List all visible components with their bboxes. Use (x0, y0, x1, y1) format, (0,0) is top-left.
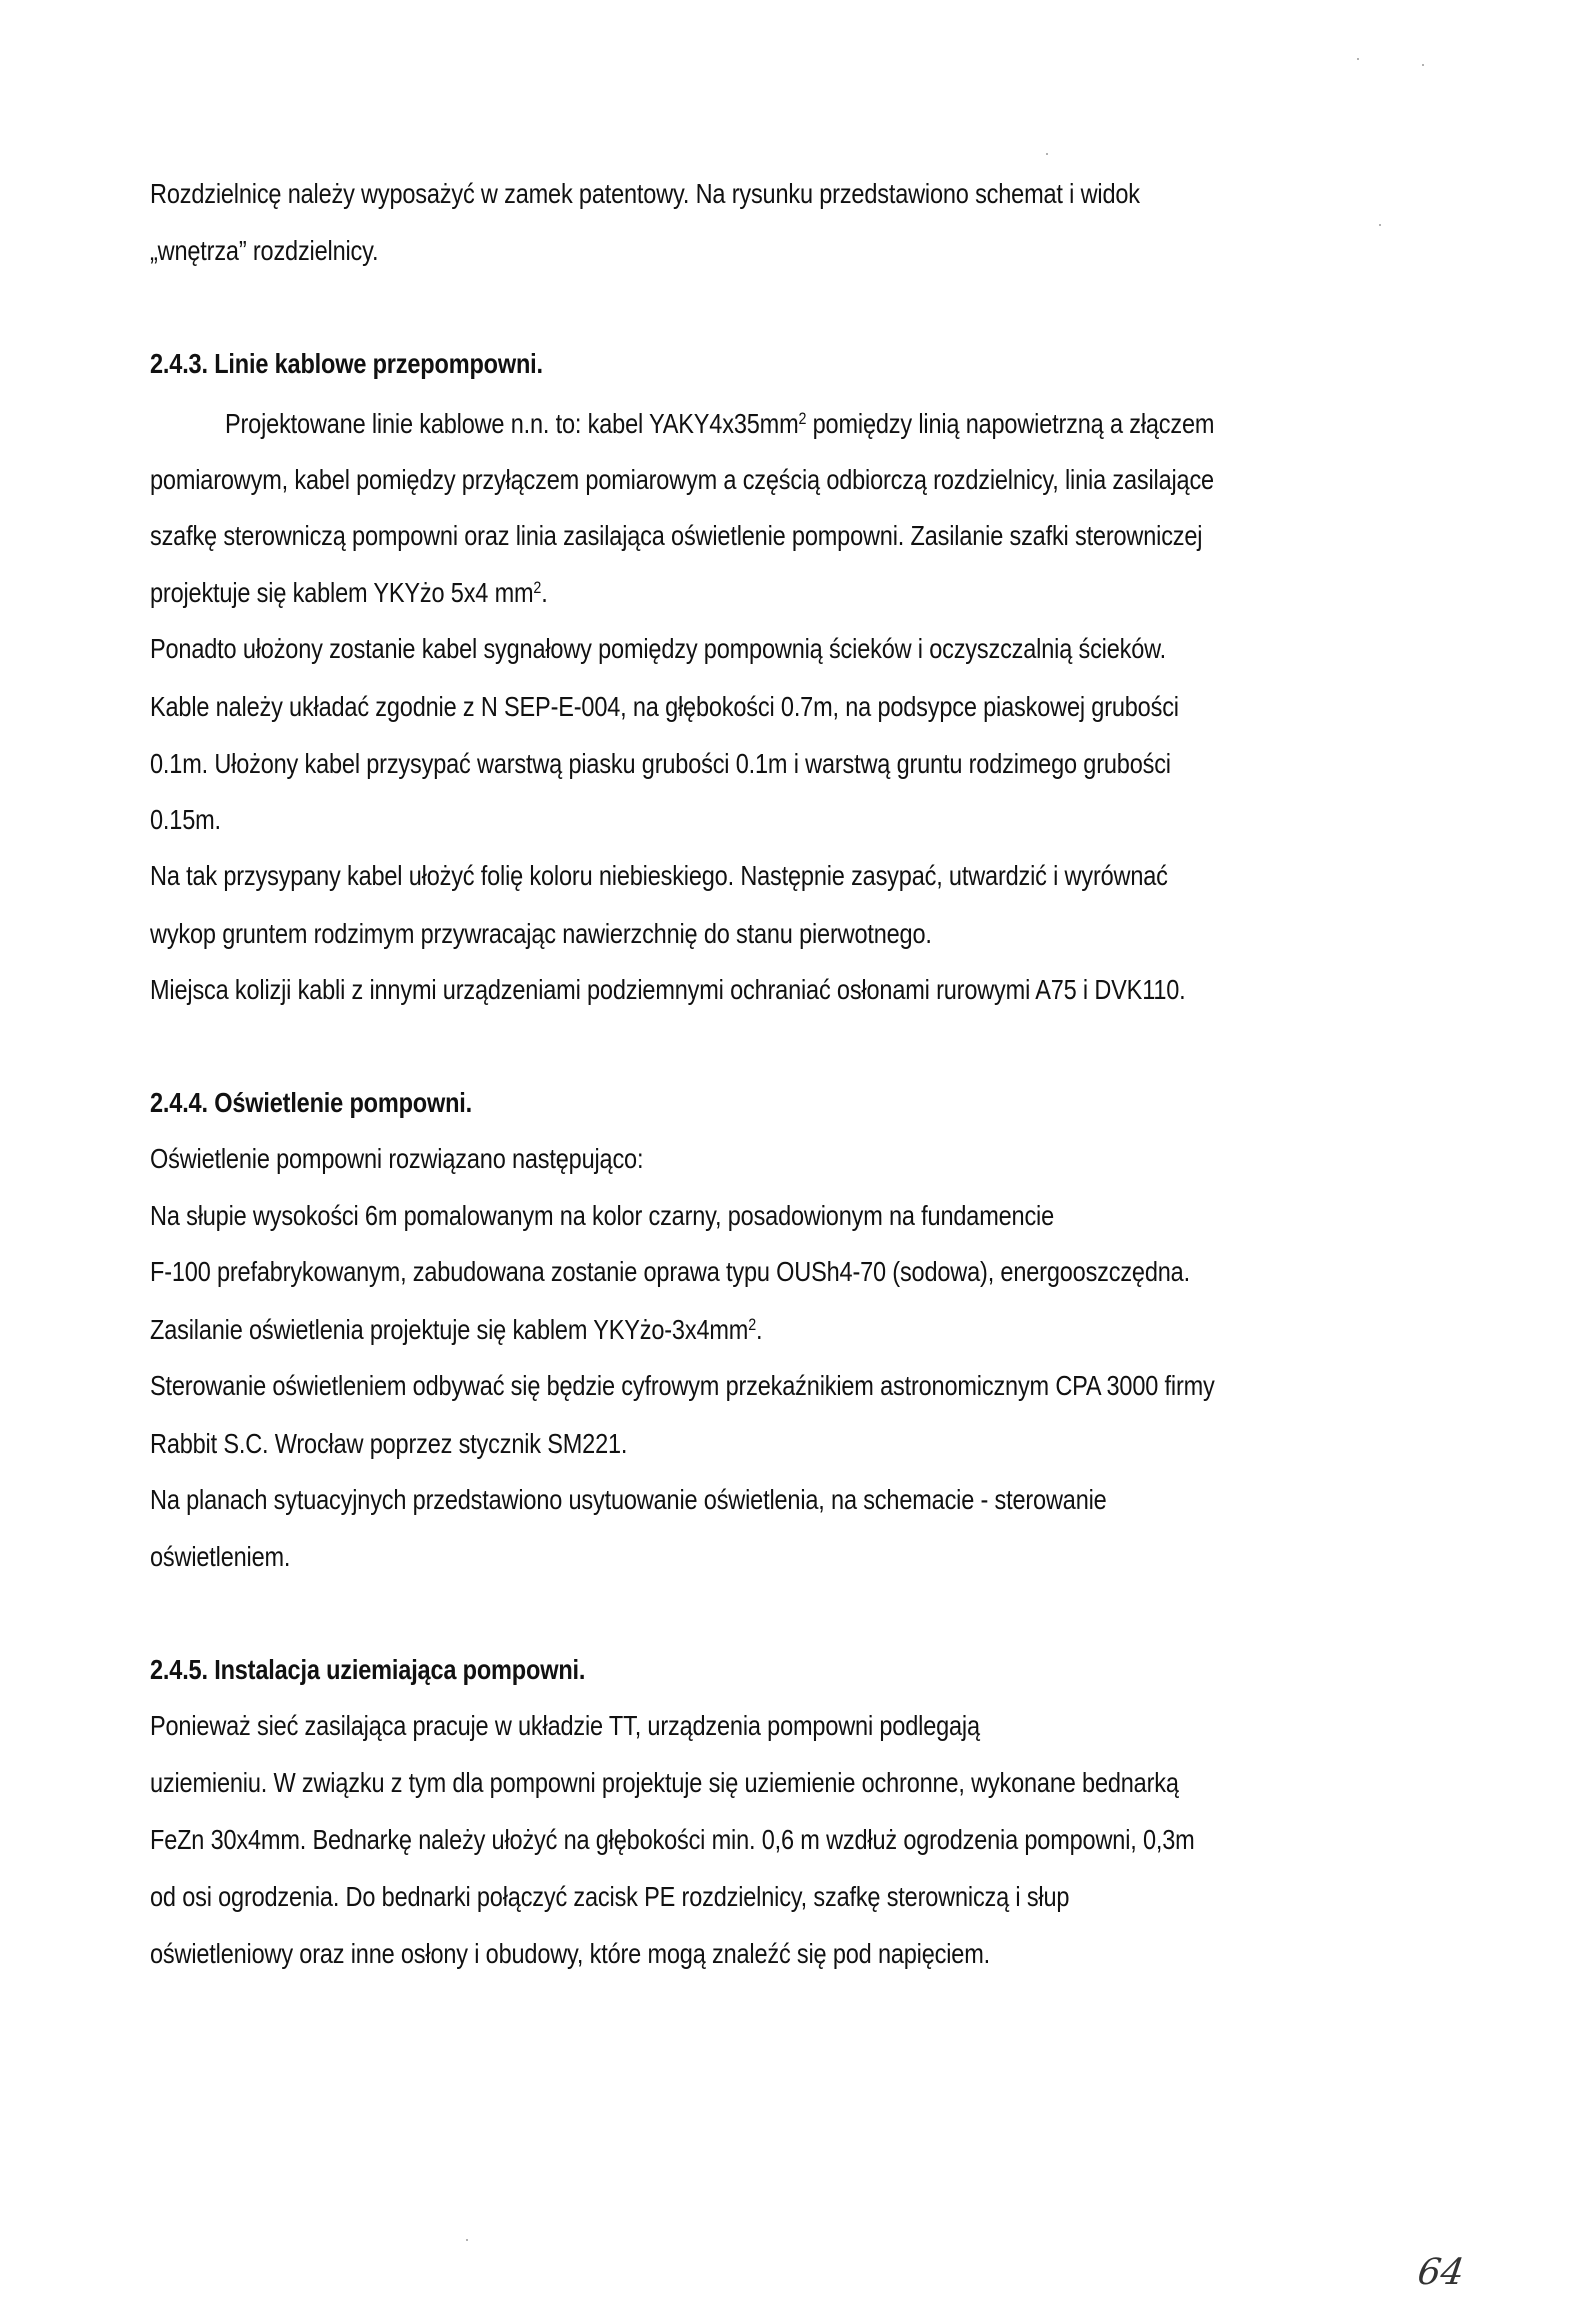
section-244-line-4: Zasilanie oświetlenia projektuje się kablem YKYżo-$3x4mm^2$. (150, 1314, 763, 1345)
page-number: 64 (1415, 2252, 1467, 2293)
section-243-line-1: Projektowane linie kablowe n.n. to: kabel $YAKY4x35mm^2$ pomiędzy linią napowietrzną a złączem (225, 408, 1215, 439)
section-244-line-8: oświetleniem. (150, 1541, 291, 1572)
section-243-line-5: Ponadto ułożony zostanie kabel sygnałowy pomiędzy pompownią ścieków i oczyszczalnią ścieków. (150, 633, 1167, 664)
scan-speck (1046, 153, 1048, 155)
section-243-line-10: wykop gruntem rodzimym przywracając nawierzchnię do stanu pierwotnego. (150, 918, 932, 949)
section-244-line-2: Na słupie wysokości 6m pomalowanym na kolor czarny, posadowionym na fundamencie (150, 1200, 1055, 1231)
section-243-line-6: Kable należy układać zgodnie z N SEP-E-004, na głębokości 0.7m, na podsypce piaskowej grubości (150, 691, 1179, 722)
section-243-line-3: szafkę sterowniczą pompowni oraz linia zasilająca oświetlenie pompowni. Zasilanie szafki sterowniczej (150, 520, 1203, 551)
section-245-line-3: FeZn 30x4mm. Bednarkę należy ułożyć na głębokości min. 0,6 m wzdłuż ogrodzenia pompowni, 0,3m (150, 1824, 1195, 1855)
section-245-line-5: oświetleniowy oraz inne osłony i obudowy, które mogą znaleźć się pod napięciem. (150, 1938, 991, 1969)
section-243-line-9: Na tak przysypany kabel ułożyć folię koloru niebieskiego. Następnie zasypać, utwardzić i wyrównać (150, 860, 1168, 891)
section-244-line-5: Sterowanie oświetleniem odbywać się będzie cyfrowym przekaźnikiem astronomicznym CPA 3000 firmy (150, 1370, 1215, 1401)
section-243-line-4: projektuje się kablem YKYżo 5x4 $mm^2$. (150, 577, 548, 608)
intro-line-1: Rozdzielnicę należy wyposażyć w zamek patentowy. Na rysunku przedstawiono schemat i widok (150, 178, 1140, 209)
scan-speck (1422, 64, 1424, 66)
intro-line-2: „wnętrza” rozdzielnicy. (150, 235, 379, 266)
scan-speck (1379, 224, 1381, 226)
section-243-line-7: 0.1m. Ułożony kabel przysypać warstwą piasku grubości 0.1m i warstwą gruntu rodzimego grubości (150, 748, 1171, 779)
scan-speck (466, 2239, 468, 2241)
section-243-heading: 2.4.3. Linie kablowe przepompowni. (150, 348, 543, 379)
section-244-heading: 2.4.4. Oświetlenie pompowni. (150, 1087, 473, 1118)
section-245-line-4: od osi ogrodzenia. Do bednarki połączyć zacisk PE rozdzielnicy, szafkę sterowniczą i słup (150, 1881, 1070, 1912)
section-244-line-3: F-100 prefabrykowanym, zabudowana zostanie oprawa typu OUSh4-70 (sodowa), energooszczędna. (150, 1256, 1190, 1287)
section-244-line-7: Na planach sytuacyjnych przedstawiono usytuowanie oświetlenia, na schemacie - sterowanie (150, 1484, 1107, 1515)
section-244-line-1: Oświetlenie pompowni rozwiązano następująco: (150, 1143, 644, 1174)
section-243-line-11: Miejsca kolizji kabli z innymi urządzeniami podziemnymi ochraniać osłonami rurowymi A75 i DVK110. (150, 974, 1186, 1005)
section-243-line-8: 0.15m. (150, 804, 221, 835)
section-245-line-2: uziemieniu. W związku z tym dla pompowni projektuje się uziemienie ochronne, wykonane bednarką (150, 1767, 1179, 1798)
section-244-line-6: Rabbit S.C. Wrocław poprzez stycznik SM221. (150, 1428, 628, 1459)
scan-speck (1357, 58, 1359, 60)
section-243-line-2: pomiarowym, kabel pomiędzy przyłączem pomiarowym a częścią odbiorczą rozdzielnicy, linia zasilające (150, 464, 1214, 495)
section-245-heading: 2.4.5. Instalacja uziemiająca pompowni. (150, 1654, 586, 1685)
section-245-line-1: Ponieważ sieć zasilająca pracuje w układzie TT, urządzenia pompowni podlegają (150, 1710, 980, 1741)
